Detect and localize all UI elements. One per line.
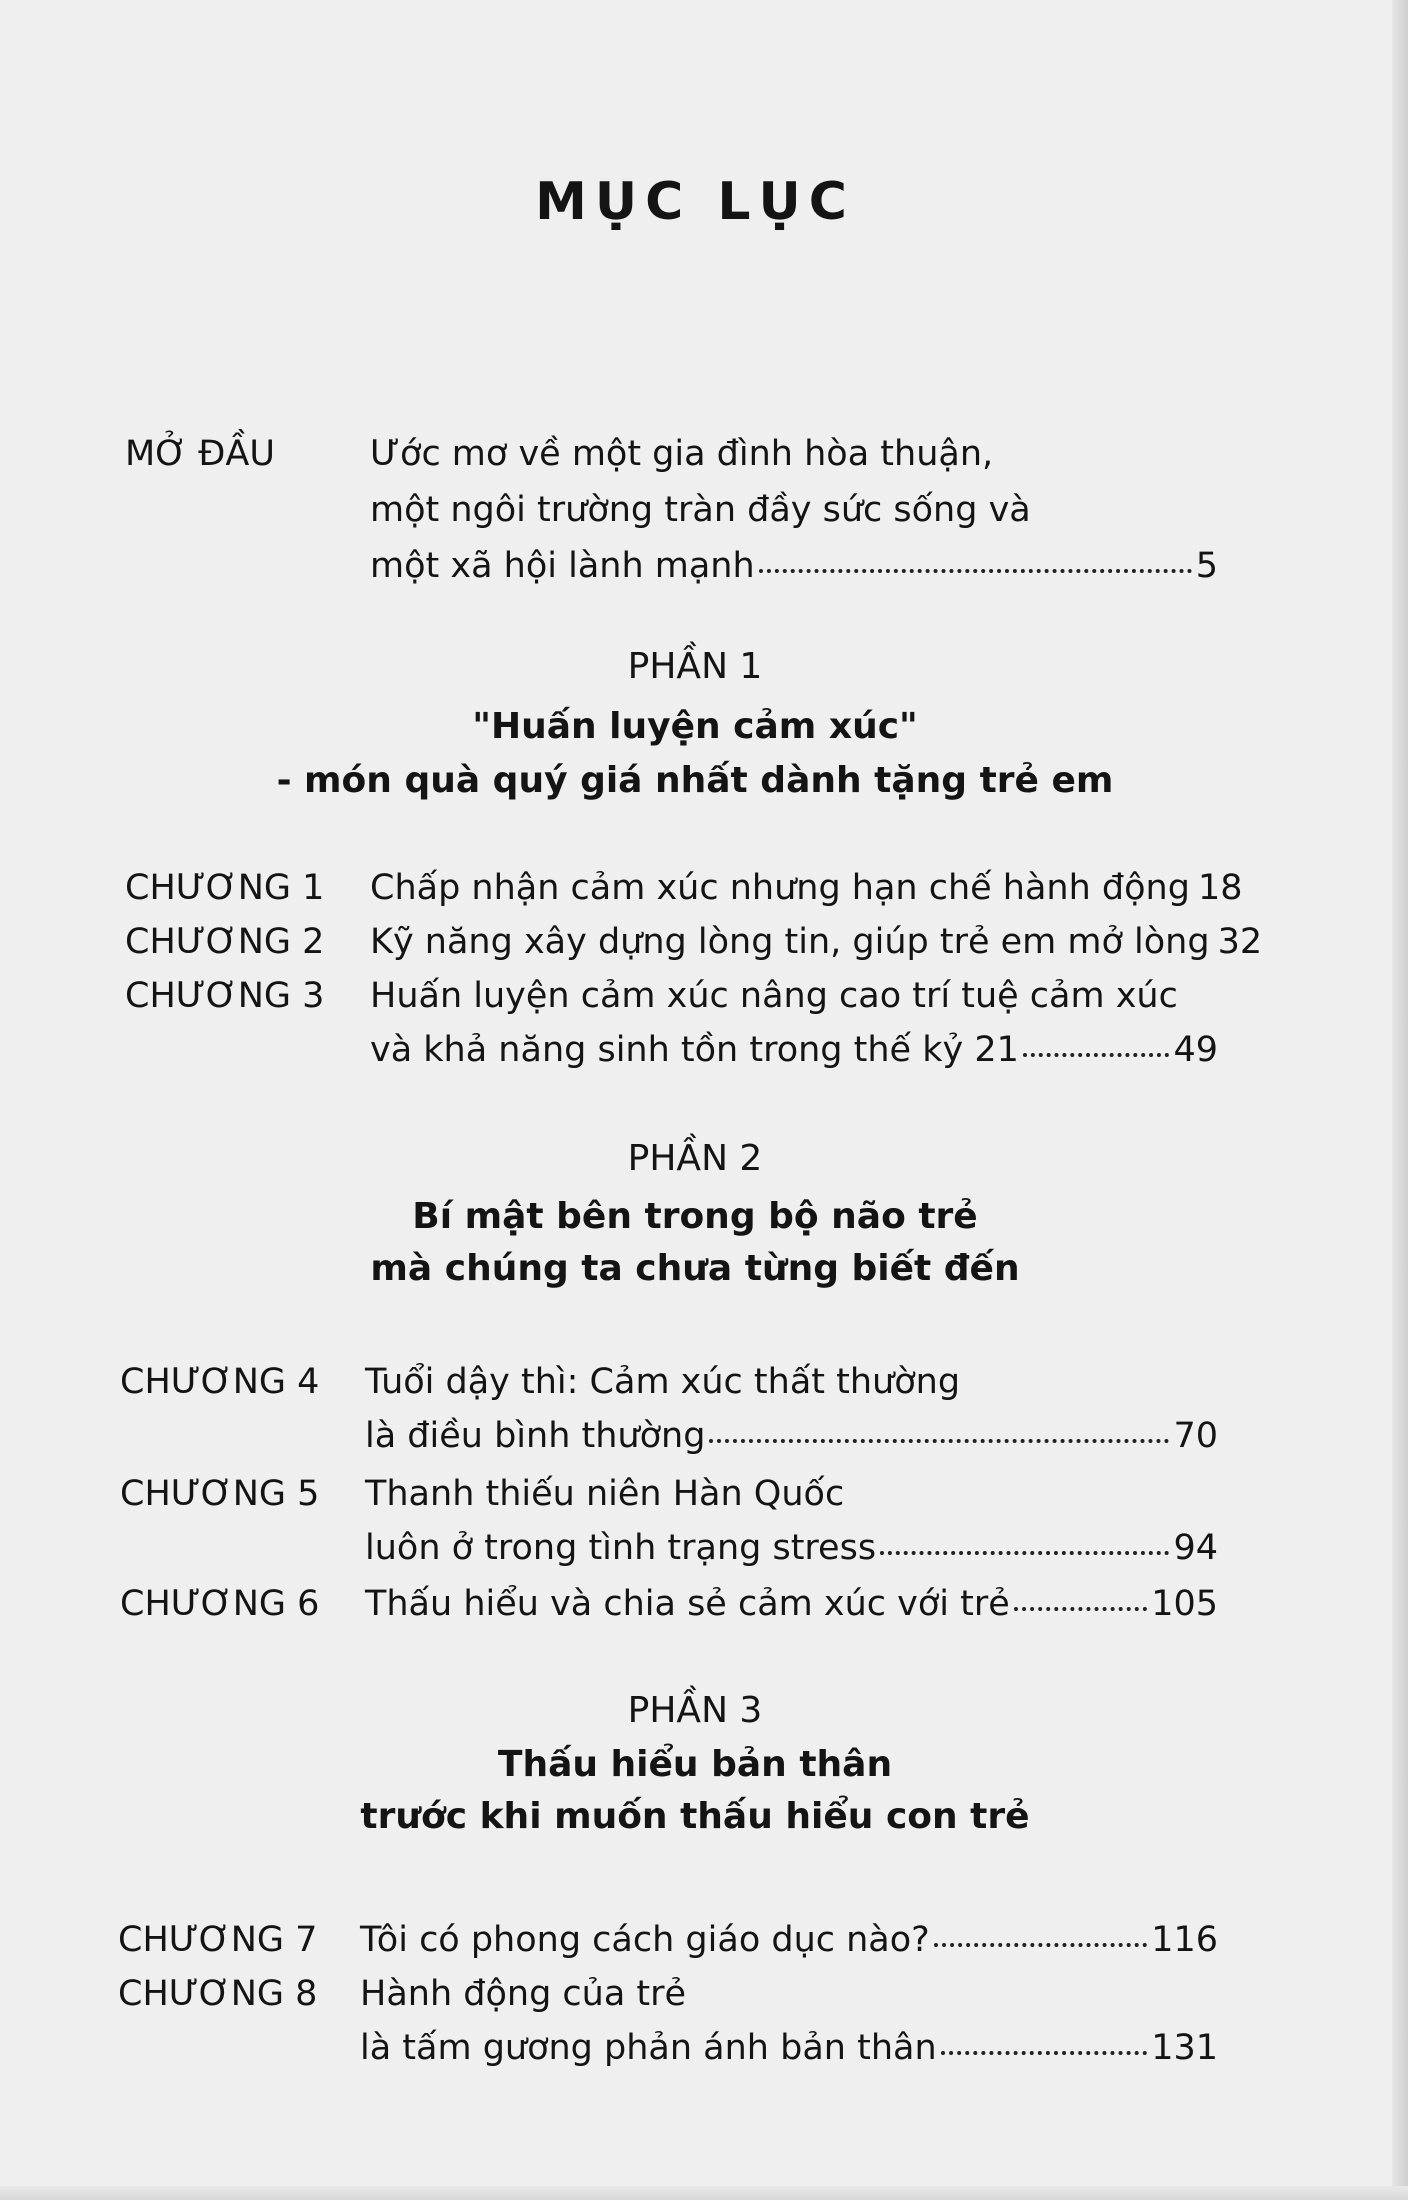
entry-text: Thấu hiểu và chia sẻ cảm xúc với trẻ — [365, 1584, 1010, 1624]
entry-text: là điều bình thường — [365, 1416, 706, 1456]
chapter-8-label: CHƯƠNG 8 — [118, 1974, 318, 2014]
dot-leader — [1023, 1052, 1170, 1057]
entry-text: một xã hội lành mạnh — [370, 546, 755, 586]
dot-leader — [759, 568, 1192, 573]
part-1-title-line-1: "Huấn luyện cảm xúc" — [472, 706, 918, 747]
part-1-title-line-2: - món quà quý giá nhất dành tặng trẻ em — [276, 760, 1114, 801]
page-number: 32 — [1217, 922, 1263, 962]
toc-entry-chapter-4[interactable] — [365, 1416, 1218, 1456]
intro-label: MỞ ĐẦU — [125, 434, 275, 474]
chapter-7-label: CHƯƠNG 7 — [118, 1920, 318, 1960]
chapter-1-label: CHƯƠNG 1 — [125, 868, 325, 908]
toc-entry-chapter-1[interactable] — [370, 868, 1243, 908]
toc-entry-chapter-3[interactable] — [370, 1030, 1218, 1070]
dot-leader — [941, 2050, 1148, 2055]
chapter-2-label: CHƯƠNG 2 — [125, 922, 325, 962]
dot-leader — [934, 1942, 1147, 1947]
page-number: 49 — [1173, 1030, 1218, 1070]
page-edge-right — [1392, 0, 1408, 2200]
dot-leader — [880, 1550, 1169, 1555]
chapter-8-line-1: Hành động của trẻ — [360, 1974, 687, 2014]
toc-entry-chapter-2[interactable] — [370, 922, 1263, 962]
intro-line-1: Ước mơ về một gia đình hòa thuận, — [370, 434, 994, 474]
page-title: MỤC LỤC — [535, 172, 855, 232]
page-number: 105 — [1151, 1584, 1218, 1624]
entry-text: Kỹ năng xây dựng lòng tin, giúp trẻ em mở lòng — [370, 922, 1210, 962]
page-number: 94 — [1173, 1528, 1218, 1568]
part-3-title-line-1: Thấu hiểu bản thân — [497, 1744, 893, 1785]
page-number: 131 — [1151, 2028, 1218, 2068]
entry-text: và khả năng sinh tồn trong thế kỷ 21 — [370, 1030, 1019, 1070]
toc-entry-intro[interactable] — [370, 546, 1218, 586]
part-2-title-line-2: mà chúng ta chưa từng biết đến — [370, 1248, 1020, 1289]
toc-entry-chapter-6[interactable] — [365, 1584, 1218, 1624]
page-number: 5 — [1195, 546, 1218, 586]
toc-entry-chapter-5[interactable] — [365, 1528, 1218, 1568]
entry-text: Tôi có phong cách giáo dục nào? — [360, 1920, 930, 1960]
dot-leader — [709, 1438, 1169, 1443]
chapter-5-line-1: Thanh thiếu niên Hàn Quốc — [365, 1474, 845, 1514]
page-edge-bottom — [0, 2186, 1408, 2200]
chapter-3-line-1: Huấn luyện cảm xúc nâng cao trí tuệ cảm xúc — [370, 976, 1178, 1016]
page-number: 116 — [1151, 1920, 1218, 1960]
chapter-4-line-1: Tuổi dậy thì: Cảm xúc thất thường — [365, 1362, 961, 1402]
chapter-3-label: CHƯƠNG 3 — [125, 976, 325, 1016]
chapter-6-label: CHƯƠNG 6 — [120, 1584, 320, 1624]
entry-text: là tấm gương phản ánh bản thân — [360, 2028, 937, 2068]
chapter-4-label: CHƯƠNG 4 — [120, 1362, 320, 1402]
page-number: 70 — [1173, 1416, 1218, 1456]
dot-leader — [1014, 1606, 1147, 1611]
entry-text: luôn ở trong tình trạng stress — [365, 1528, 877, 1568]
part-1-number: PHẦN 1 — [627, 646, 763, 687]
part-2-title-line-1: Bí mật bên trong bộ não trẻ — [412, 1196, 978, 1237]
page-number: 18 — [1197, 868, 1243, 908]
toc-entry-chapter-7[interactable] — [360, 1920, 1218, 1960]
part-3-title-line-2: trước khi muốn thấu hiểu con trẻ — [360, 1796, 1030, 1837]
part-3-number: PHẦN 3 — [627, 1690, 763, 1731]
entry-text: Chấp nhận cảm xúc nhưng hạn chế hành động — [370, 868, 1190, 908]
intro-line-2: một ngôi trường tràn đầy sức sống và — [370, 490, 1031, 530]
part-2-number: PHẦN 2 — [627, 1138, 763, 1179]
toc-entry-chapter-8[interactable] — [360, 2028, 1218, 2068]
chapter-5-label: CHƯƠNG 5 — [120, 1474, 320, 1514]
